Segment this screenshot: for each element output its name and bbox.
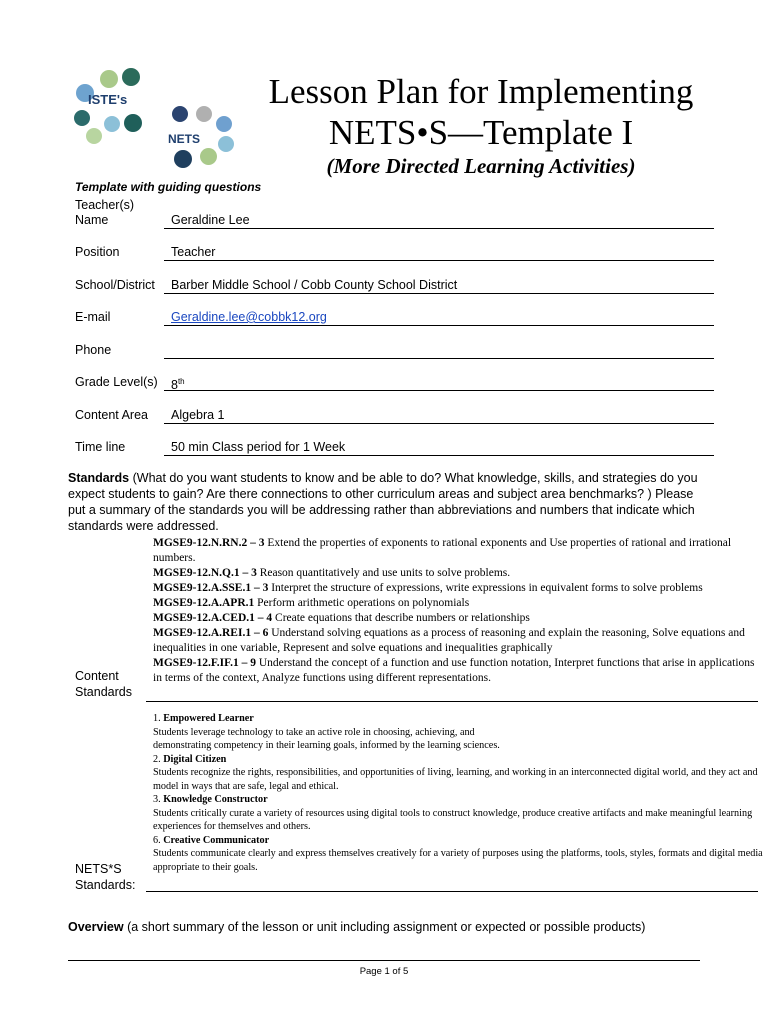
content-area-value: Algebra 1 — [171, 408, 225, 422]
teacher-name-value: Geraldine Lee — [171, 213, 250, 227]
phone-label: Phone — [75, 343, 112, 357]
standard-item: MGSE9-12.A.CED.1 – 4 Create equations that describe numbers or relationships — [153, 612, 530, 624]
standard-item: MGSE9-12.A.APR.1 Perform arithmetic operations on polynomials — [153, 597, 470, 609]
email-link[interactable]: Geraldine.lee@cobbk12.org — [171, 310, 327, 324]
teacher-label-line2: Name — [75, 213, 109, 227]
school-label: School/District — [75, 278, 155, 292]
content-standards-list — [153, 536, 763, 686]
nets-item-6: 6. Creative Communicator Students communicate clearly and express themselves creatively for a variety of purposes using the platforms, tools, styles, formats and digital media appropriate to their goals. — [153, 834, 763, 873]
content-area-rule — [164, 423, 714, 424]
standards-intro — [68, 470, 708, 534]
nets-item-3: 3. Knowledge Constructor Students critically curate a variety of resources using digital tools to construct knowledge, produce creative artifacts and make meaningful learning experiences for themselves and others. — [153, 794, 753, 832]
standard-item: MGSE9-12.N.RN.2 – 3 Extend the properties of exponents to rational exponents and Use properties of rational and irrational numbers. — [153, 537, 732, 564]
standard-item: MGSE9-12.F.IF.1 – 9 Understand the concept of a function and use function notation, Interpret functions that arise in applications in terms of the context, Analyze functions using different representations. — [153, 657, 755, 684]
title-subtitle: (More Directed Learning Activities) — [326, 154, 636, 178]
title-line-1: Lesson Plan for Implementing — [268, 72, 694, 111]
email-rule — [164, 325, 714, 326]
timeline-label: Time line — [75, 440, 126, 454]
standards-heading: Standards — [68, 471, 130, 485]
footer-rule — [68, 960, 700, 961]
title-line-2: NETS•S—Template I — [328, 113, 634, 152]
content-standards-rule — [146, 701, 758, 702]
nets-label-1: NETS*S — [75, 862, 122, 876]
standard-item: MGSE9-12.A.REI.1 – 6 Understand solving equations as a process of reasoning and explain the reasoning, Solve equations and inequalities in one variable, Represent and solve equations and inequalities graphically — [153, 627, 745, 654]
overview-text: (a short summary of the lesson or unit including assignment or expected or possible products) — [123, 920, 646, 934]
iste-logo-text: ISTE's — [88, 92, 128, 107]
standards-description: (What do you want students to know and be able to do? What knowledge, skills, and strategies do you expect students to gain? Are there connections to other curriculum areas and subject area benchmarks? ) Please put a summary of the standards you will be addressing rather than abbreviations and numbers that indicate which standards were addressed. — [68, 471, 698, 533]
page-number: Page 1 of 5 — [359, 966, 409, 977]
grade-label: Grade Level(s) — [75, 375, 158, 389]
phone-rule — [164, 358, 714, 359]
school-rule — [164, 293, 714, 294]
nets-item-1: 1. Empowered Learner Students leverage technology to take an active role in choosing, achieving, and demonstrating competency in their learning goals, informed by the learning sciences. — [153, 713, 500, 751]
iste-nets-logo — [72, 68, 242, 172]
grade-suffix: th — [177, 377, 185, 386]
grade-number: 8 — [171, 378, 178, 393]
nets-logo-text: NETS — [168, 132, 201, 146]
content-standards-label-1: Content — [75, 669, 119, 683]
content-area-label: Content Area — [75, 408, 148, 422]
teacher-rule — [164, 228, 714, 229]
position-rule — [164, 260, 714, 261]
overview-heading: Overview — [68, 920, 124, 934]
teacher-label-line1: Teacher(s) — [75, 198, 135, 212]
grade-rule — [164, 390, 714, 391]
standard-item: MGSE9-12.A.SSE.1 – 3 Interpret the structure of expressions, write expressions in equivalent forms to solve problems — [153, 582, 703, 594]
timeline-rule — [164, 455, 714, 456]
position-label: Position — [75, 245, 120, 259]
nets-label-2: Standards: — [75, 878, 136, 892]
position-value: Teacher — [171, 245, 216, 259]
email-label: E-mail — [75, 310, 111, 324]
nets-standards-list — [153, 712, 763, 874]
nets-standards-rule — [146, 891, 758, 892]
standard-item: MGSE9-12.N.Q.1 – 3 Reason quantitatively and use units to solve problems. — [153, 567, 511, 579]
nets-item-2: 2. Digital Citizen Students recognize the rights, responsibilities, and opportunities of living, learning, and working in an interconnected digital world, and they act and model in ways that are safe, legal and ethical. — [153, 753, 758, 792]
content-standards-label-2: Standards — [75, 685, 132, 699]
school-value: Barber Middle School / Cobb County School District — [171, 278, 458, 292]
timeline-value: 50 min Class period for 1 Week — [171, 440, 346, 454]
overview-line — [68, 919, 708, 935]
guiding-questions-note: Template with guiding questions — [75, 180, 262, 194]
